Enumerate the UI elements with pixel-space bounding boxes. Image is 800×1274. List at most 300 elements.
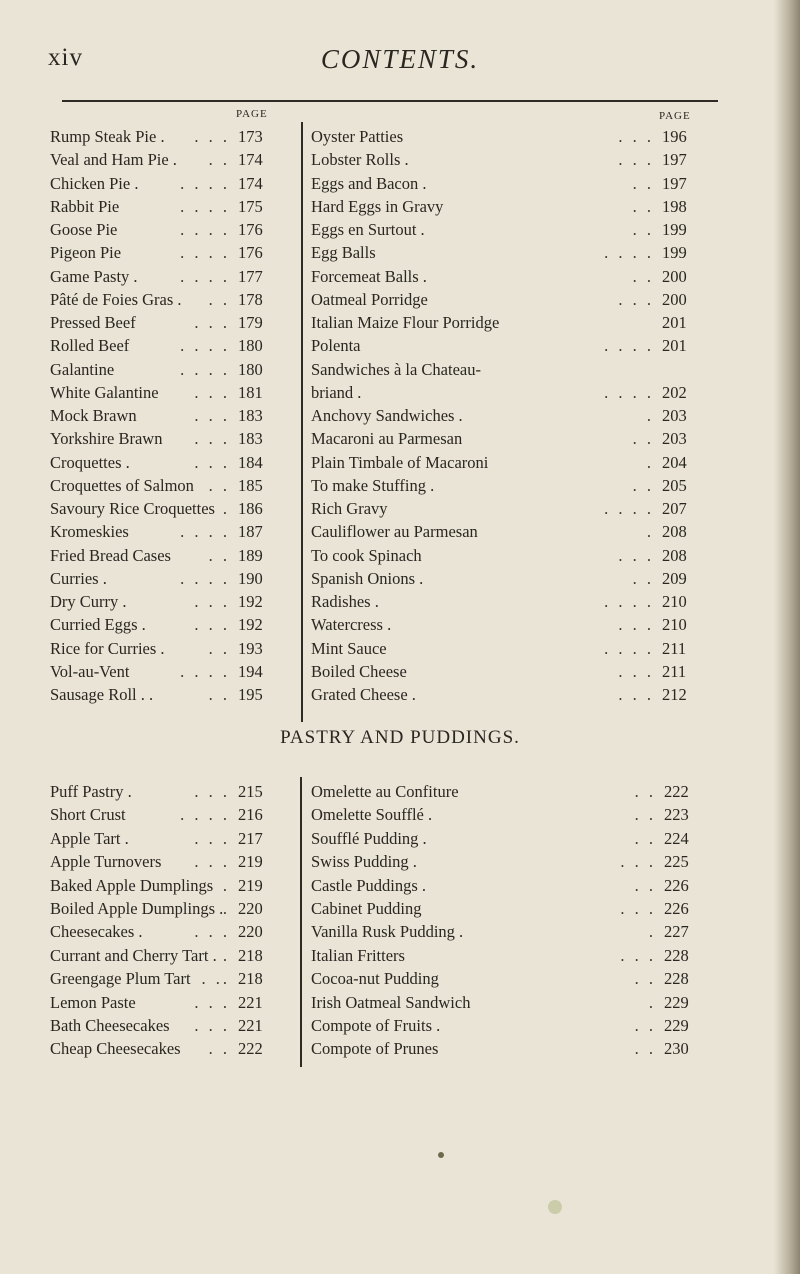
contents-entry (50, 544, 278, 568)
entry-page-number: 197 (662, 150, 687, 170)
column-divider-bottom (300, 777, 302, 1067)
entry-title: Croquettes . (50, 452, 130, 472)
entry-title: Savoury Rice Croquettes (50, 499, 215, 518)
contents-entry (311, 172, 702, 196)
contents-entry (311, 451, 702, 475)
contents-entry (311, 827, 704, 851)
entry-leader-dots: . . . . (180, 173, 230, 193)
entry-leader-dots: . . (634, 875, 656, 895)
entry-page-number: 226 (664, 875, 689, 895)
entry-page-number: 202 (662, 382, 687, 402)
contents-entry (311, 381, 702, 405)
entry-page-number: 199 (662, 243, 687, 263)
entry-page-number: 180 (238, 359, 263, 379)
entry-leader-dots: . . . (194, 313, 230, 332)
entry-leader-dots: . . (632, 429, 654, 449)
entry-leader-dots: . . . . (604, 592, 654, 611)
contents-entry (311, 590, 702, 614)
entry-title: Curried Eggs . (50, 615, 146, 635)
header-rule (62, 100, 718, 102)
contents-entry (50, 827, 278, 851)
contents-entry (311, 334, 702, 358)
entry-page-number: 184 (238, 452, 263, 472)
entry-page-number: 203 (662, 406, 687, 425)
contents-entry (311, 967, 704, 991)
entry-title: Grated Cheese . (311, 685, 416, 704)
contents-entry (311, 241, 702, 265)
entry-leader-dots: . . (634, 828, 656, 848)
entry-page-number: 196 (662, 127, 687, 146)
contents-entry (311, 265, 702, 289)
entry-title: Mock Brawn (50, 406, 137, 425)
entry-title: Rolled Beef (50, 336, 130, 356)
entry-leader-dots: . . . . (604, 336, 654, 356)
contents-entry (50, 451, 278, 475)
entry-title: Plain Timbale of Macaroni (311, 452, 489, 472)
contents-entry (50, 1014, 278, 1038)
entry-page-number: 228 (664, 969, 689, 989)
entry-title: Irish Oatmeal Sandwich (311, 992, 471, 1012)
entry-leader-dots: . . (208, 685, 230, 704)
contents-entry (311, 148, 702, 172)
entry-page-number: 183 (238, 429, 263, 449)
contents-entry (50, 288, 278, 312)
entry-leader-dots: . . . (618, 615, 654, 635)
entry-leader-dots: . . . (194, 592, 230, 611)
contents-entry (311, 195, 702, 219)
contents-entry (311, 218, 702, 242)
section-title: PASTRY AND PUDDINGS. (280, 727, 520, 748)
entry-leader-dots: . (646, 452, 654, 472)
contents-entry (311, 660, 702, 684)
entry-leader-dots: . . . (618, 661, 654, 681)
contents-entry (50, 920, 278, 944)
entry-title: Omelette au Confiture (311, 782, 459, 801)
contents-entry (50, 358, 278, 382)
entry-page-number: 220 (238, 899, 263, 918)
entry-leader-dots: . . . (194, 922, 230, 942)
entry-leader-dots: . . (208, 475, 230, 495)
entry-page-number: 207 (662, 499, 687, 518)
contents-entry (311, 874, 704, 898)
entry-title: Vol-au-Vent (50, 661, 130, 681)
entry-title: Kromeskies (50, 522, 129, 542)
entry-leader-dots: . . (632, 568, 654, 588)
contents-entry (50, 803, 278, 827)
entry-leader-dots: . . (208, 638, 230, 658)
contents-entry (311, 637, 702, 661)
entry-leader-dots: . . . (618, 545, 654, 565)
entry-leader-dots: . . (208, 289, 230, 309)
entry-leader-dots: . . . . (604, 499, 654, 518)
entry-leader-dots: . . . . (180, 266, 230, 286)
contents-entry (50, 265, 278, 289)
entry-leader-dots: . . . (620, 852, 656, 872)
contents-entry (311, 780, 704, 804)
entry-title: Curries . (50, 568, 107, 588)
entry-leader-dots: . . . . (604, 638, 654, 658)
entry-title: Currant and Cherry Tart . (50, 945, 217, 965)
entry-title: Cheap Cheesecakes (50, 1039, 181, 1059)
entry-page-number: 176 (238, 220, 263, 239)
entry-title: Bath Cheesecakes (50, 1016, 170, 1035)
entry-leader-dots: . . . (194, 382, 230, 402)
entry-leader-dots: . . . (194, 429, 230, 449)
entry-leader-dots: . . (208, 545, 230, 565)
entry-leader-dots: . . (632, 266, 654, 286)
contents-entry (50, 497, 278, 521)
entry-leader-dots: . .. (201, 969, 230, 989)
contents-entry (311, 613, 702, 637)
entry-leader-dots: . . . . (180, 196, 230, 216)
entry-title: briand . (311, 382, 362, 402)
contents-entry (50, 567, 278, 591)
entry-leader-dots: . . (208, 1039, 230, 1059)
contents-entry (50, 241, 278, 265)
entry-title: Oyster Patties (311, 127, 404, 146)
contents-entry (50, 195, 278, 219)
entry-title: Apple Tart . (50, 828, 129, 848)
entry-leader-dots: . (646, 522, 654, 542)
entry-page-number: 205 (662, 475, 687, 495)
contents-entry (50, 474, 278, 498)
entry-leader-dots: . . . (194, 782, 230, 801)
entry-page-number: 200 (662, 289, 687, 309)
entry-page-number: 220 (238, 922, 263, 942)
entry-leader-dots: . (646, 406, 654, 425)
contents-entry (50, 218, 278, 242)
entry-leader-dots: . (648, 992, 656, 1012)
contents-entry (50, 334, 278, 358)
entry-page-number: 229 (664, 992, 689, 1012)
entry-title: Baked Apple Dumplings (50, 875, 214, 895)
entry-title: White Galantine (50, 382, 159, 402)
entry-title: Rabbit Pie (50, 196, 120, 216)
contents-entry (50, 125, 278, 149)
entry-page-number: 222 (664, 782, 689, 801)
entry-title: Spanish Onions . (311, 568, 424, 588)
entry-leader-dots: . . . (194, 452, 230, 472)
entry-title: Pressed Beef (50, 313, 136, 332)
entry-leader-dots: . . . . (180, 568, 230, 588)
entry-page-number: 198 (662, 196, 687, 216)
entry-title: Soufflé Pudding . (311, 828, 427, 848)
entry-page-number: 179 (238, 313, 263, 332)
contents-entry (311, 1014, 704, 1038)
entry-leader-dots: . . . . (180, 522, 230, 542)
contents-entry (311, 944, 704, 968)
entry-title: Goose Pie (50, 220, 118, 239)
column-divider-top (301, 122, 303, 722)
entry-page-number: 178 (238, 289, 263, 309)
contents-entry (50, 311, 278, 335)
entry-page-number: 192 (238, 615, 263, 635)
entry-title: Boiled Apple Dumplings . (50, 899, 224, 918)
entry-leader-dots: . . . (618, 127, 654, 146)
entry-title: Watercress . (311, 615, 392, 635)
entry-leader-dots: . . (632, 220, 654, 239)
entry-title: Fried Bread Cases (50, 545, 171, 565)
entry-leader-dots: . . . (194, 406, 230, 425)
entry-leader-dots: . (222, 875, 230, 895)
entry-page-number: 189 (238, 545, 263, 565)
entry-title: Rice for Curries . (50, 638, 165, 658)
entry-title: Castle Puddings . (311, 875, 427, 895)
entry-leader-dots: . . (632, 196, 654, 216)
entry-title: Pâté de Foies Gras . (50, 289, 182, 309)
entry-leader-dots: . . . (620, 945, 656, 965)
entry-title: Compote of Fruits . (311, 1016, 441, 1035)
entry-title: Italian Maize Flour Porridge (311, 313, 500, 332)
contents-entry (50, 683, 278, 707)
entry-title: Cocoa-nut Pudding (311, 969, 439, 989)
entry-page-number: 195 (238, 685, 263, 704)
entry-page-number: 223 (664, 805, 689, 825)
entry-page-number: 185 (238, 475, 263, 495)
entry-title: Mint Sauce (311, 638, 387, 658)
contents-entry (50, 590, 278, 614)
contents-entry (311, 920, 704, 944)
entry-title: Cauliflower au Parmesan (311, 522, 478, 542)
entry-page-number: 176 (238, 243, 263, 263)
entry-page-number: 215 (238, 782, 263, 801)
contents-entry (311, 544, 702, 568)
entry-leader-dots: . . . . (180, 359, 230, 379)
contents-entry (311, 1037, 704, 1061)
entry-page-number: 197 (662, 173, 687, 193)
entry-leader-dots: . . . (194, 828, 230, 848)
contents-entry (50, 991, 278, 1015)
entry-leader-dots: . . (634, 969, 656, 989)
page-number: xiv (48, 44, 83, 71)
entry-page-number: 229 (664, 1016, 689, 1035)
entry-title: Radishes . (311, 592, 379, 611)
entry-page-number: 174 (238, 173, 263, 193)
entry-page-number: 175 (238, 196, 263, 216)
entry-title: Polenta (311, 336, 361, 356)
entry-page-number: 219 (238, 852, 263, 872)
entry-title: Macaroni au Parmesan (311, 429, 463, 449)
entry-page-number: 180 (238, 336, 263, 356)
entry-page-number: 218 (238, 945, 263, 965)
entry-leader-dots: . . (632, 173, 654, 193)
entry-title: Oatmeal Porridge (311, 289, 428, 309)
page-header (0, 44, 800, 84)
entry-page-number: 174 (238, 150, 263, 170)
entry-title: Italian Fritters (311, 945, 405, 965)
entry-page-number: 218 (238, 969, 263, 989)
entry-title: Forcemeat Balls . (311, 266, 427, 286)
entry-title: Puff Pastry . (50, 782, 132, 801)
contents-entry (50, 944, 278, 968)
entry-title: Hard Eggs in Gravy (311, 196, 444, 216)
entry-leader-dots: . . . (194, 852, 230, 872)
entry-leader-dots: . . . (618, 150, 654, 170)
entry-page-number: 212 (662, 685, 687, 704)
entry-leader-dots: . . (634, 1016, 656, 1035)
contents-entry (50, 660, 278, 684)
contents-entry (50, 874, 278, 898)
contents-entry (50, 780, 278, 804)
entry-title: Anchovy Sandwiches . (311, 406, 463, 425)
entry-page-number: 190 (238, 568, 263, 588)
entry-page-number: 181 (238, 382, 263, 402)
entry-leader-dots: . . . . (604, 243, 654, 263)
entry-page-number: 209 (662, 568, 687, 588)
entry-page-number: 199 (662, 220, 687, 239)
entry-title: Compote of Prunes (311, 1039, 439, 1059)
entry-leader-dots: . (648, 922, 656, 942)
contents-entry (311, 427, 702, 451)
contents-entry (311, 683, 702, 707)
ink-speck (438, 1152, 444, 1158)
entry-page-number: 187 (238, 522, 263, 542)
entry-page-number: 211 (662, 661, 687, 681)
entry-leader-dots: . . . . (604, 382, 654, 402)
entry-title: Swiss Pudding . (311, 852, 417, 872)
left-page-heading: PAGE (236, 108, 268, 120)
entry-title: Dry Curry . (50, 592, 127, 611)
contents-entry (311, 567, 702, 591)
entry-title: Galantine (50, 359, 115, 379)
running-title: CONTENTS. (320, 44, 480, 74)
entry-title: Eggs en Surtout . (311, 220, 425, 239)
entry-leader-dots: . . (632, 475, 654, 495)
contents-entry (311, 897, 704, 921)
entry-page-number: 219 (238, 875, 263, 895)
entry-page-number: 211 (662, 638, 687, 658)
entry-page-number: 226 (664, 899, 689, 918)
entry-page-number: 230 (664, 1039, 689, 1059)
contents-entry (311, 803, 704, 827)
entry-page-number: 201 (662, 336, 687, 356)
entry-leader-dots: . . . (618, 289, 654, 309)
contents-entry (50, 850, 278, 874)
entry-leader-dots: . . (634, 782, 656, 801)
contents-entry (311, 288, 702, 312)
entry-title: Pigeon Pie (50, 243, 122, 263)
entry-page-number: 224 (664, 828, 689, 848)
entry-page-number: 210 (662, 592, 687, 611)
entry-page-number: 192 (238, 592, 263, 611)
contents-entry (50, 148, 278, 172)
contents-entry (50, 381, 278, 405)
entry-page-number: 210 (662, 615, 687, 635)
entry-title: Vanilla Rusk Pudding . (311, 922, 464, 942)
page-edge-shadow (774, 0, 800, 1274)
entry-page-number: 200 (662, 266, 687, 286)
entry-page-number: 225 (664, 852, 689, 872)
entry-page-number: 186 (238, 499, 263, 518)
entry-title: Sandwiches à la Chateau- (311, 359, 481, 379)
entry-leader-dots: . . . . (180, 243, 230, 263)
entry-page-number: 193 (238, 638, 263, 658)
entry-page-number: 228 (664, 945, 689, 965)
entry-leader-dots: . . . (618, 685, 654, 704)
entry-leader-dots: . . . . (180, 805, 230, 825)
contents-entry (50, 404, 278, 428)
entry-title: Yorkshire Brawn (50, 429, 163, 449)
contents-entry (50, 172, 278, 196)
entry-title: Boiled Cheese (311, 661, 407, 681)
entry-page-number: 204 (662, 452, 687, 472)
entry-title: To make Stuffing . (311, 475, 435, 495)
entry-title: Rump Steak Pie . (50, 127, 165, 146)
entry-title: Apple Turnovers (50, 852, 162, 872)
entry-leader-dots: . (222, 499, 230, 518)
contents-entry (311, 520, 702, 544)
entry-title: Veal and Ham Pie . (50, 150, 177, 170)
entry-leader-dots: . . . . (180, 336, 230, 356)
entry-leader-dots: . . (208, 150, 230, 170)
entry-title: Rich Gravy (311, 499, 388, 518)
entry-page-number: 173 (238, 127, 263, 146)
entry-page-number: 194 (238, 661, 263, 681)
entry-leader-dots: . . . . (180, 220, 230, 239)
entry-title: Cabinet Pudding (311, 899, 422, 918)
contents-entry (50, 967, 278, 991)
entry-title: Sausage Roll . . (50, 685, 154, 704)
entry-leader-dots: . . (634, 1039, 656, 1059)
right-page-heading: PAGE (659, 110, 691, 122)
entry-title: Eggs and Bacon . (311, 173, 427, 193)
entry-page-number: 183 (238, 406, 263, 425)
entry-leader-dots: . (222, 899, 230, 918)
entry-leader-dots: . . . (194, 615, 230, 635)
entry-page-number: 216 (238, 805, 263, 825)
entry-leader-dots: . . . (194, 1016, 230, 1035)
contents-entry (50, 1037, 278, 1061)
entry-page-number: 201 (662, 313, 687, 332)
entry-leader-dots: . (222, 945, 230, 965)
contents-entry (311, 474, 702, 498)
entry-title: Omelette Soufflé . (311, 805, 433, 825)
contents-entry (311, 991, 704, 1015)
entry-page-number: 221 (238, 992, 263, 1012)
entry-title: Game Pasty . (50, 266, 138, 286)
entry-page-number: 217 (238, 828, 263, 848)
contents-entry (311, 125, 702, 149)
entry-title: Cheesecakes . (50, 922, 143, 942)
contents-entry (50, 637, 278, 661)
entry-page-number: 221 (238, 1016, 263, 1035)
entry-page-number: 227 (664, 922, 689, 942)
entry-title: Short Crust (50, 805, 126, 825)
entry-title: Croquettes of Salmon (50, 475, 194, 495)
contents-entry (50, 427, 278, 451)
contents-entry (50, 897, 278, 921)
entry-title: Greengage Plum Tart (50, 969, 191, 989)
contents-entry (311, 358, 702, 382)
contents-entry (311, 497, 702, 521)
entry-leader-dots: . . . . (180, 661, 230, 681)
entry-leader-dots: . . (634, 805, 656, 825)
contents-entry (311, 311, 702, 335)
entry-title: To cook Spinach (311, 545, 422, 565)
entry-page-number: 208 (662, 522, 687, 542)
entry-leader-dots: . . . (194, 127, 230, 146)
contents-entry (50, 520, 278, 544)
entry-title: Lobster Rolls . (311, 150, 409, 170)
entry-page-number: 222 (238, 1039, 263, 1059)
contents-entry (311, 850, 704, 874)
paper-stain (548, 1200, 562, 1214)
entry-page-number: 177 (238, 266, 263, 286)
entry-title: Egg Balls (311, 243, 376, 263)
entry-title: Chicken Pie . (50, 173, 139, 193)
entry-page-number: 208 (662, 545, 687, 565)
entry-leader-dots: . . . (194, 992, 230, 1012)
